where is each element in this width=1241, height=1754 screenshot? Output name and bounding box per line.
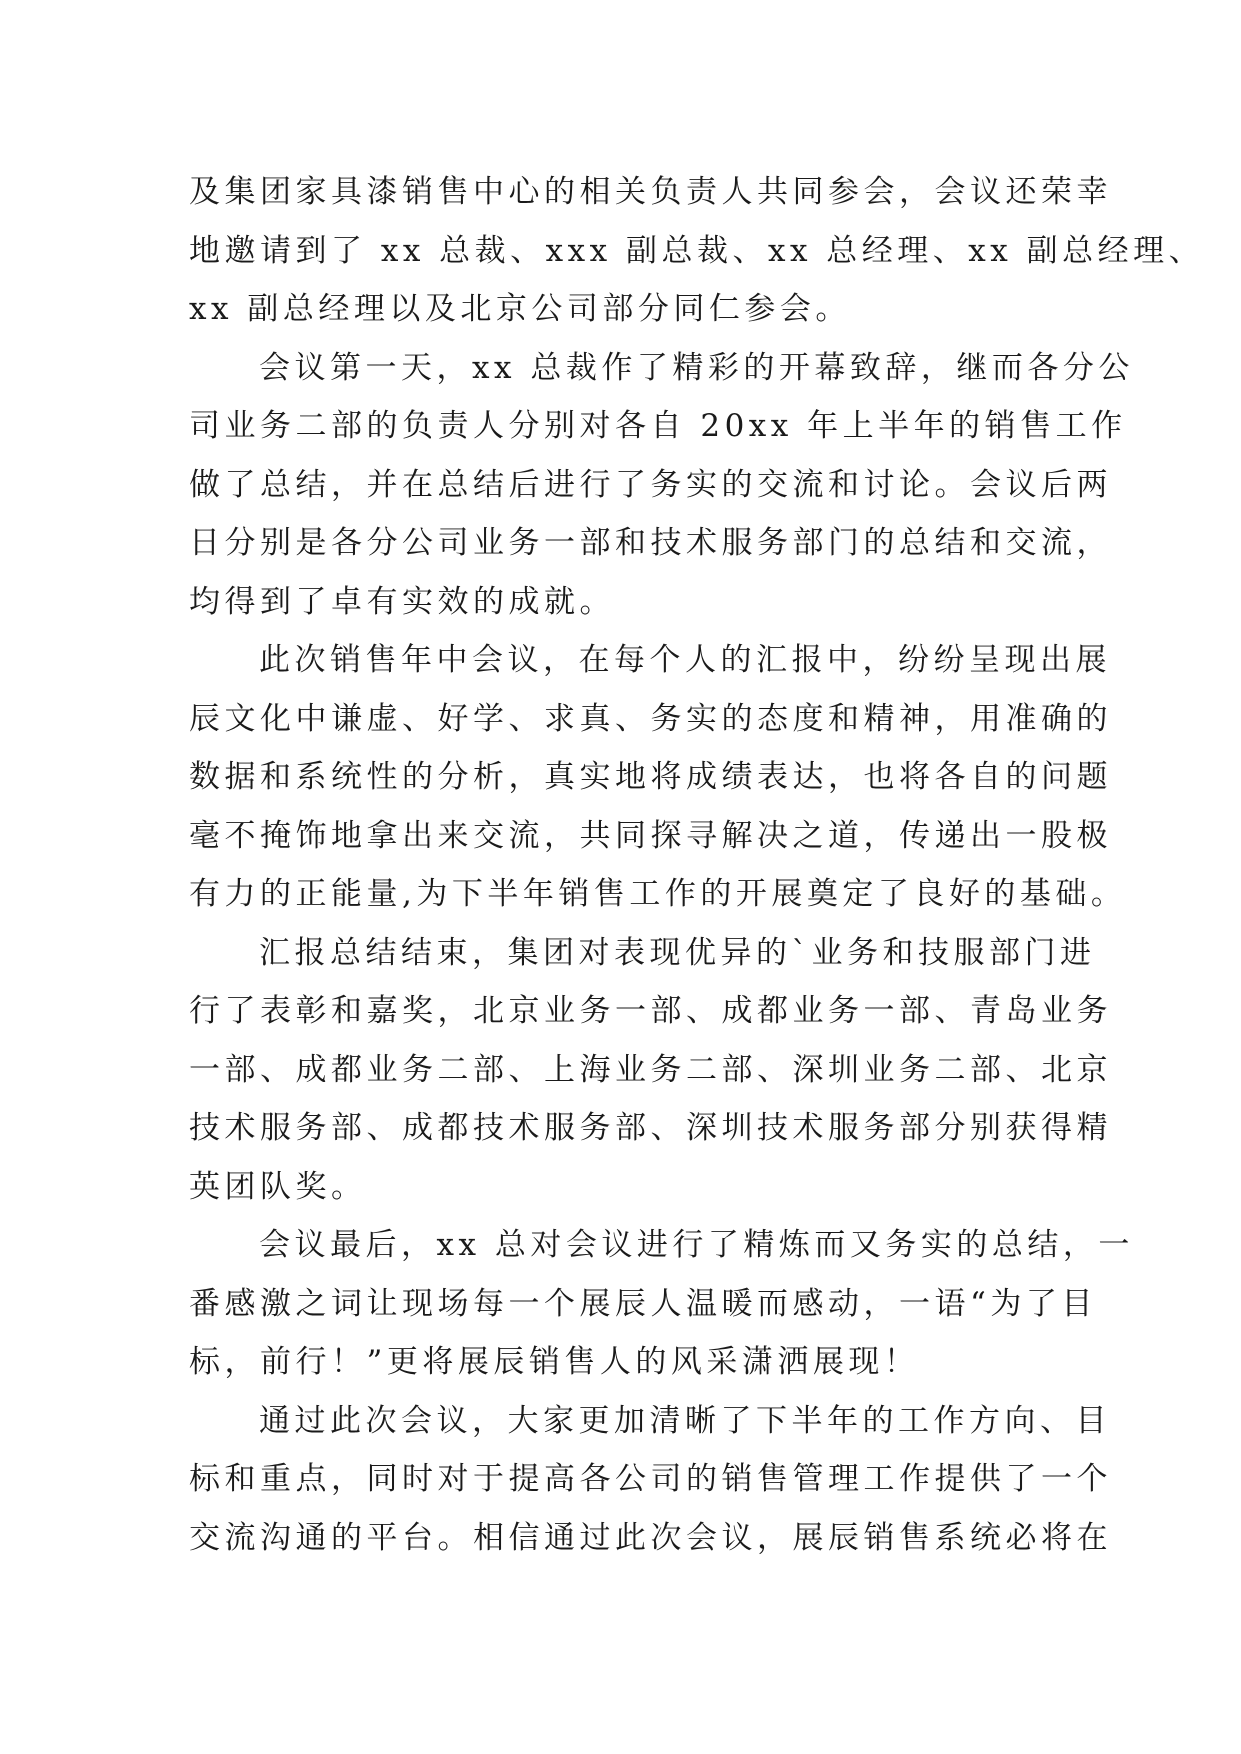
document-body: [189, 163, 1205, 1567]
text-line: 标，前行！”更将展辰销售人的风采潇洒展现！: [189, 1344, 920, 1380]
paragraph-6: [189, 1392, 1112, 1568]
paragraph-2: [189, 339, 1134, 632]
text-line: 行了表彰和嘉奖，北京业务一部、成都业务一部、青岛业务: [189, 993, 1112, 1029]
text-line: 英团队奖。: [189, 1168, 367, 1205]
text-line: 交流沟通的平台。相信通过此次会议，展辰销售系统必将在: [189, 1519, 1112, 1556]
text-line: 一部、成都业务二部、上海业务二部、深圳业务二部、北京: [189, 1051, 1112, 1088]
text-line: 有力的正能量,为下半年销售工作的开展奠定了良好的基础。: [189, 876, 1127, 912]
text-line: 会议第一天，xx 总裁作了精彩的开幕致辞，继而各分公: [259, 349, 1134, 386]
text-line: 日分别是各分公司业务一部和技术服务部门的总结和交流，: [189, 525, 1112, 561]
text-line: 汇报总结结束，集团对表现优异的`业务和技服部门进: [259, 934, 1096, 971]
text-line: 通过此次会议，大家更加清晰了下半年的工作方向、目: [259, 1402, 1111, 1439]
text-line: 数据和系统性的分析，真实地将成绩表达，也将各自的问题: [189, 759, 1112, 795]
text-line: 地邀请到了 xx 总裁、xxx 副总裁、xx 总经理、xx 副总经理、: [189, 232, 1205, 269]
text-line: xx 副总经理以及北京公司部分同仁参会。: [189, 291, 851, 327]
paragraph-3: [189, 631, 1127, 924]
text-line: 技术服务部、成都技术服务部、深圳技术服务部分别获得精: [189, 1110, 1112, 1146]
text-line: 均得到了卓有实效的成就。: [189, 583, 615, 620]
text-line: 辰文化中谦虚、好学、求真、务实的态度和精神，用准确的: [189, 700, 1112, 737]
paragraph-4: [189, 924, 1112, 1217]
paragraph-5: [189, 1216, 1134, 1392]
text-line: 做了总结，并在总结后进行了务实的交流和讨论。会议后两: [189, 466, 1112, 503]
text-line: 番感激之词让现场每一个展辰人温暖而感动，一语“为了目: [189, 1285, 1097, 1322]
text-line: 会议最后，xx 总对会议进行了精炼而又务实的总结，一: [259, 1227, 1134, 1263]
text-line: 标和重点，同时对于提高各公司的销售管理工作提供了一个: [189, 1461, 1112, 1497]
paragraph-1: [189, 163, 1205, 339]
text-line: 毫不掩饰地拿出来交流，共同探寻解决之道，传递出一股极: [189, 817, 1112, 854]
text-line: 司业务二部的负责人分别对各自 20xx 年上半年的销售工作: [189, 408, 1127, 444]
text-line: 此次销售年中会议，在每个人的汇报中，纷纷呈现出展: [259, 642, 1111, 678]
text-line: 及集团家具漆销售中心的相关负责人共同参会，会议还荣幸: [189, 174, 1112, 210]
